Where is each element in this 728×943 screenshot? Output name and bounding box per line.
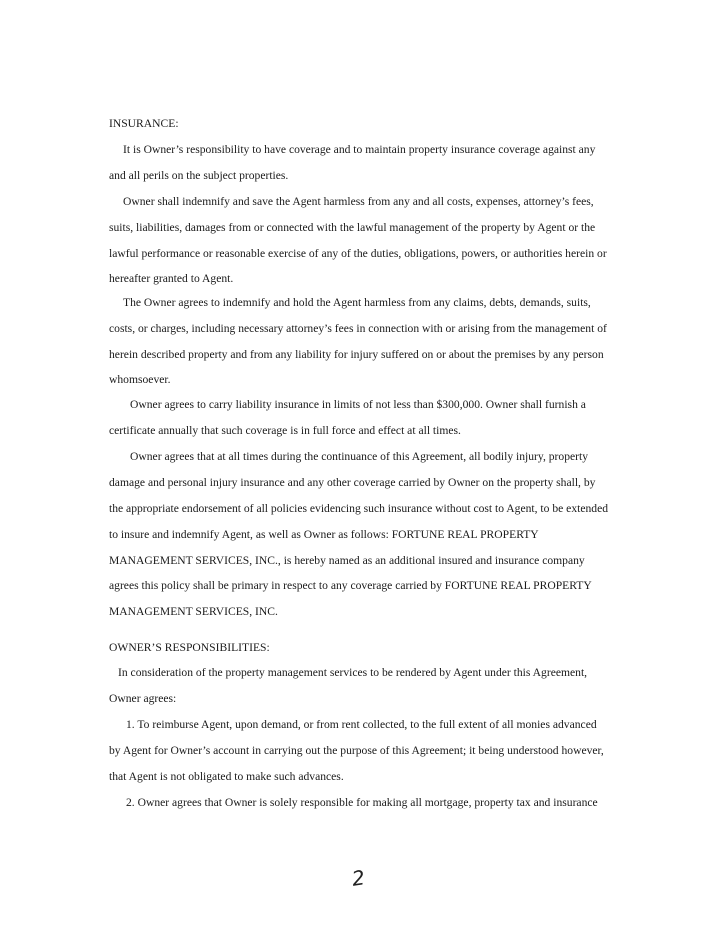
text-line: to insure and indemnify Agent, as well as Owner as follows: FORTUNE REAL PROPERTY [109, 528, 539, 541]
text-line: The Owner agrees to indemnify and hold the Agent harmless from any claims, debts, demands, suits, [123, 296, 591, 309]
text-line: It is Owner’s responsibility to have coverage and to maintain property insurance coverage against any [123, 143, 596, 156]
page-number: 2 [350, 865, 367, 891]
text-line: MANAGEMENT SERVICES, INC., is hereby named as an additional insured and insurance company [109, 554, 585, 567]
text-line: whomsoever. [109, 373, 171, 386]
text-line: MANAGEMENT SERVICES, INC. [109, 605, 278, 618]
text-line: agrees this policy shall be primary in respect to any coverage carried by FORTUNE REAL PROPERTY [109, 579, 592, 592]
text-line: 2. Owner agrees that Owner is solely responsible for making all mortgage, property tax and insurance [126, 796, 598, 809]
text-line: certificate annually that such coverage is in full force and effect at all times. [109, 424, 461, 437]
text-line: lawful performance or reasonable exercise of any of the duties, obligations, powers, or authorities herein or [109, 247, 607, 260]
text-line: Owner agrees: [109, 692, 177, 705]
text-line: hereafter granted to Agent. [109, 272, 234, 285]
text-line: damage and personal injury insurance and any other coverage carried by Owner on the property shall, by [109, 476, 596, 489]
text-line: Owner agrees that at all times during the continuance of this Agreement, all bodily injury, property [130, 450, 589, 463]
text-line: 1. To reimburse Agent, upon demand, or from rent collected, to the full extent of all monies advanced [126, 718, 597, 731]
text-line: that Agent is not obligated to make such advances. [109, 770, 344, 783]
text-line: and all perils on the subject properties. [109, 169, 289, 182]
text-line: Owner shall indemnify and save the Agent harmless from any and all costs, expenses, attorney’s fees, [123, 195, 594, 208]
insurance-heading: INSURANCE: [109, 117, 179, 130]
text-line: the appropriate endorsement of all policies evidencing such insurance without cost to Agent, to be extended [109, 502, 609, 515]
text-line: Owner agrees to carry liability insurance in limits of not less than $300,000. Owner shall furnish a [130, 398, 586, 411]
text-line: suits, liabilities, damages from or connected with the lawful management of the property by Agent or the [109, 221, 596, 234]
text-line: herein described property and from any liability for injury suffered on or about the premises by any person [109, 348, 604, 361]
text-line: costs, or charges, including necessary attorney’s fees in connection with or arising from the management of [109, 322, 607, 335]
text-line: by Agent for Owner’s account in carrying out the purpose of this Agreement; it being understood however, [109, 744, 604, 757]
owners-responsibilities-heading: OWNER’S RESPONSIBILITIES: [109, 641, 270, 654]
text-line: In consideration of the property management services to be rendered by Agent under this Agreement, [118, 666, 588, 679]
